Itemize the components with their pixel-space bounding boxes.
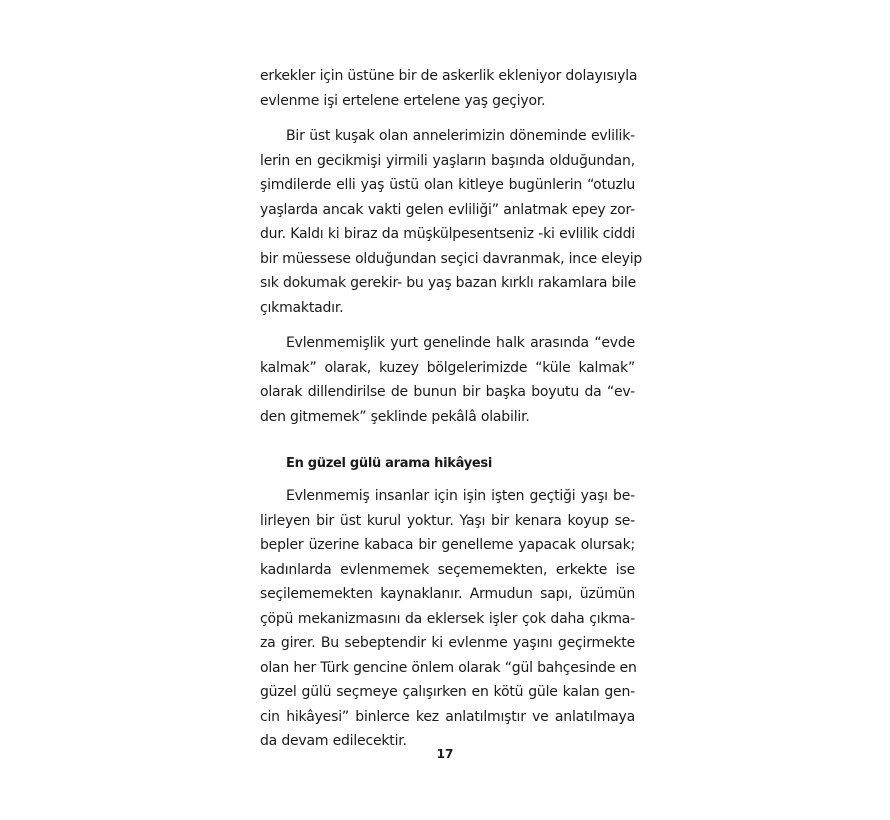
text-line: Evlenmemişlik yurt genelinde halk arasında “evde	[286, 335, 635, 351]
text-line: Bir üst kuşak olan annelerimizin döneminde evlilik-	[286, 128, 635, 144]
section-heading: En güzel gülü arama hikâyesi	[286, 456, 492, 471]
text-line: şimdilerde elli yaş üstü olan kitleye bugünlerin “otuzlu	[260, 177, 635, 193]
text-line: da devam edilecektir.	[260, 733, 407, 749]
text-line: olarak dillendirilse de bunun bir başka boyutu da “ev-	[260, 384, 635, 400]
text-line: çıkmaktadır.	[260, 299, 344, 316]
text-line: dur. Kaldı ki biraz da müşkülpesentseniz -ki evlilik ciddi	[260, 226, 635, 242]
text-line: çöpü mekanizmasını da eklersek işler çok daha çıkma-	[260, 610, 635, 627]
text-line: bepler üzerine kabaca bir genelleme yapacak olursak;	[260, 537, 635, 553]
text-line: güzel gülü seçmeye çalışırken en kötü güle kalan gen-	[260, 684, 635, 700]
text-line: lirleyen bir üst kurul yoktur. Yaşı bir kenara koyup se-	[260, 512, 635, 529]
text-line: sık dokumak gerekir- bu yaş bazan kırklı rakamlara bile	[260, 275, 637, 291]
text-line: kadınlarda evlenmemek seçememekten, erkekte ise	[260, 561, 635, 578]
paragraph-2	[260, 124, 643, 320]
text-line: kalmak” olarak, kuzey bölgelerimizde “küle kalmak”	[260, 359, 635, 376]
text-line: den gitmemek” şeklinde pekâlâ olabilir.	[260, 408, 530, 425]
paragraph-1	[260, 64, 638, 113]
paragraph-3	[260, 331, 635, 429]
text-line: lerin en gecikmişi yirmili yaşların başında olduğundan,	[260, 152, 635, 169]
paragraph-4	[260, 484, 635, 754]
text-line: seçilememekten kaynaklanır. Armudun sapı, üzümün	[260, 586, 635, 602]
page-number: 17	[436, 747, 454, 761]
text-line: erkekler için üstüne bir de askerlik ekleniyor dolayısıyla	[260, 68, 638, 84]
text-line: bir müessese olduğundan seçici davranmak, ince eleyip	[260, 250, 643, 267]
text-line: za girer. Bu sebeptendir ki evlenme yaşını geçirmekte	[260, 635, 635, 651]
book-page	[260, 64, 643, 765]
text-line: olan her Türk gencine önlem olarak “gül bahçesinde en	[260, 659, 637, 676]
text-line: Evlenmemiş insanlar için işin işten geçtiği yaşı be-	[286, 488, 635, 504]
text-line: yaşlarda ancak vakti gelen evliliği” anlatmak epey zor-	[260, 201, 635, 218]
text-line: evlenme işi ertelene ertelene yaş geçiyor.	[260, 92, 546, 109]
text-line: cin hikâyesi” binlerce kez anlatılmıştır ve anlatılmaya	[260, 708, 635, 725]
